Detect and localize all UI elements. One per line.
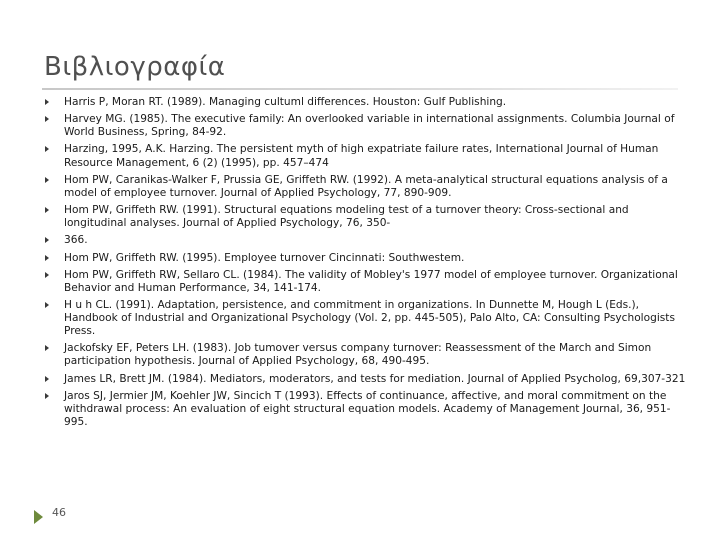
reference-text: Hom PW, Griffeth RW. (1995). Employee turnover Cincinnati: Southwestem. bbox=[64, 251, 465, 264]
triangle-bullet-icon bbox=[45, 237, 49, 243]
title-divider bbox=[42, 88, 678, 90]
triangle-bullet-icon bbox=[45, 207, 49, 213]
triangle-bullet-icon bbox=[45, 146, 49, 152]
reference-text: H u h CL. (1991). Adaptation, persistence, and commitment in organizations. In Dunnette M, Hough L (Eds.), Handbook of Industrial and Organizational Psychology (Vol. 2, pp. 445-505), Palo Alto, CA: Consulting Psychologists Press. bbox=[64, 298, 675, 338]
page-number: 46 bbox=[52, 506, 66, 519]
reference-item bbox=[0, 252, 720, 265]
reference-item bbox=[0, 234, 720, 247]
triangle-bullet-icon bbox=[45, 376, 49, 382]
reference-text: Harvey MG. (1985). The executive family: An overlooked variable in international assignments. Columbia Journal of World Business, Spring, 84-92. bbox=[64, 113, 675, 139]
reference-item bbox=[0, 342, 720, 368]
reference-text: Hom PW, Griffeth RW. (1991). Structural equations modeling test of a turnover theory: Cross-sectional and longitudinal analyses. Journal of Applied Psychology, 76, 350- bbox=[64, 204, 629, 230]
reference-text: Jaros SJ, Jermier JM, Koehler JW, Sincich T (1993). Effects of continuance, affective, and moral commitment on the withdrawal process: An evaluation of eight structural equation models. Academy of Management Journal, 36, 951-995. bbox=[64, 389, 671, 428]
triangle-bullet-icon bbox=[45, 345, 49, 351]
reference-text: James LR, Brett JM. (1984). Mediators, moderators, and tests for mediation. Journal of Applied Psycholog, 69,307-321 bbox=[64, 372, 686, 385]
reference-text: Harris P, Moran RT. (1989). Managing cultuml differences. Houston: Gulf Publishing. bbox=[64, 96, 507, 108]
triangle-footer-icon bbox=[34, 510, 43, 524]
reference-list bbox=[0, 96, 720, 433]
reference-item bbox=[0, 269, 720, 295]
reference-text: 366. bbox=[64, 234, 88, 247]
reference-text: Hom PW, Caranikas-Walker F, Prussia GE, Griffeth RW. (1992). A meta-analytical structural equations analysis of a model of employee turnover. Journal of Applied Psychology, 77, 890-909. bbox=[64, 173, 668, 199]
reference-text: Jackofsky EF, Peters LH. (1983). Job tumover versus company turnover: Reassessment of the March and Simon participation hypothesis. Journal of Applied Psychology, 68, 490-495. bbox=[64, 342, 652, 368]
triangle-bullet-icon bbox=[45, 116, 49, 122]
triangle-bullet-icon bbox=[45, 302, 49, 308]
triangle-bullet-icon bbox=[45, 272, 49, 278]
triangle-bullet-icon bbox=[45, 99, 49, 105]
reference-text: Harzing, 1995, A.K. Harzing. The persistent myth of high expatriate failure rates, International Journal of Human Resource Management, 6 (2) (1995), pp. 457–474 bbox=[64, 143, 659, 169]
reference-item bbox=[0, 390, 720, 429]
triangle-bullet-icon bbox=[45, 393, 49, 399]
reference-item bbox=[0, 373, 720, 386]
reference-item bbox=[0, 113, 720, 139]
reference-item bbox=[0, 299, 720, 338]
triangle-bullet-icon bbox=[45, 255, 49, 261]
reference-item bbox=[0, 143, 720, 169]
reference-item bbox=[0, 96, 720, 109]
reference-item bbox=[0, 174, 720, 200]
slide-title: Βιβλιογραφία bbox=[44, 52, 226, 82]
reference-item bbox=[0, 204, 720, 230]
reference-text: Hom PW, Griffeth RW, Sellaro CL. (1984). The validity of Mobley's 1977 model of employee turnover. Organizational Behavior and Human Performance, 34, 141-174. bbox=[64, 268, 678, 294]
triangle-bullet-icon bbox=[45, 177, 49, 183]
